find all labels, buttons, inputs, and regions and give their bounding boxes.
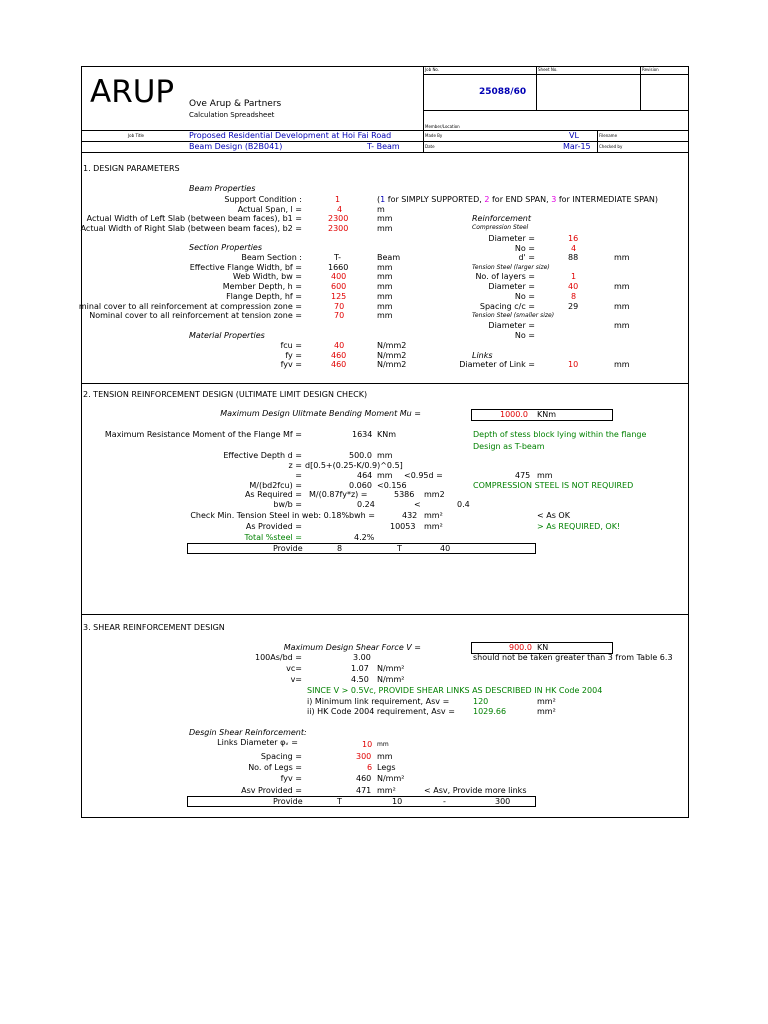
h-unit: mm [377, 282, 393, 291]
b2-value: 2300 [328, 224, 349, 233]
d-value: 500.0 [349, 451, 372, 460]
header-hline-2 [423, 110, 689, 111]
provide-tension-dia: 40 [440, 544, 451, 553]
k-value: 0.060 [349, 481, 372, 490]
material-properties-heading: Material Properties [189, 331, 265, 340]
support-note-t2: for END SPAN, [489, 195, 552, 204]
bf-unit: mm [377, 263, 393, 272]
tens-spacing-label: Spacing c/c = [479, 302, 535, 311]
b1-label: Actual Width of Left Slab (between beam faces), b1 = [86, 214, 302, 223]
z-eq: = [295, 471, 302, 480]
company-name: Ove Arup & Partners [189, 99, 282, 109]
asv-provided-unit: mm² [377, 786, 396, 795]
min-link-value: 120 [473, 697, 489, 706]
min-steel-unit: mm² [424, 511, 443, 520]
support-value: 1 [335, 195, 341, 204]
provide-links-label: Provide [273, 797, 303, 806]
provide-links-t: T [337, 797, 342, 806]
b1-value: 2300 [328, 214, 349, 223]
section-3-title: 3. SHEAR REINFORCEMENT DESIGN [83, 623, 225, 632]
support-note-2: 2 [484, 195, 490, 204]
cover-tension-label: Nominal cover to all reinforcement at tension zone = [89, 311, 302, 320]
k-compare: <0.156 [377, 481, 407, 490]
comp-diameter-value: 16 [568, 234, 579, 243]
bf-label: Effective Flange Width, bf = [189, 263, 302, 272]
provide-links-dash: - [443, 797, 446, 806]
z-value: 464 [357, 471, 373, 480]
hf-unit: mm [377, 292, 393, 301]
beam-title: Beam Design (B2B041) [189, 142, 283, 151]
asbd-label: 100As/bd = [254, 653, 302, 662]
min-steel-note: < As OK [537, 511, 570, 520]
bwb-limit: 0.4 [457, 500, 470, 509]
date: Mar-15 [563, 142, 591, 151]
min-steel-value: 432 [402, 511, 418, 520]
d-unit: mm [377, 451, 393, 460]
compression-note: COMPRESSION STEEL IS NOT REQUIRED [473, 481, 634, 490]
header-hline-1 [423, 74, 689, 75]
filename-label: Filename [599, 133, 618, 138]
asv-provided-label: Asv Provided = [241, 786, 302, 795]
as-provided-label: As Provided = [245, 522, 302, 531]
tens-diameter-label: Diameter = [488, 282, 535, 291]
vc-unit: N/mm² [377, 664, 405, 673]
cover-compression-value: 70 [334, 302, 345, 311]
checked-label: Checked by [599, 144, 623, 149]
revision-label: Revision [642, 67, 659, 72]
link-dia-unit: mm [377, 741, 389, 748]
fyv-shear-unit: N/mm² [377, 774, 405, 783]
legs-label: No. of Legs = [248, 763, 302, 772]
tens-no-value: 8 [571, 292, 577, 301]
v-value: 900.0 [509, 643, 532, 652]
z-label: z = [288, 461, 302, 470]
small-diameter-label: Diameter = [488, 321, 535, 330]
support-note-3: 3 [551, 195, 557, 204]
beam-section-unit: Beam [377, 253, 401, 262]
fcu-unit: N/mm2 [377, 341, 407, 350]
small-diameter-unit: mm [614, 321, 630, 330]
cover-tension-unit: mm [377, 311, 393, 320]
bw-unit: mm [377, 272, 393, 281]
date-label: Date [425, 144, 435, 149]
v-label: Maximum Design Shear Force V = [283, 643, 421, 652]
bwb-value: 0.24 [357, 500, 375, 509]
span-unit: m [377, 205, 385, 214]
h-value: 600 [331, 282, 347, 291]
hf-value: 125 [331, 292, 347, 301]
mu-label: Maximum Design Ulitmate Bending Moment Mu = [220, 409, 421, 418]
section-divider-1 [81, 383, 689, 384]
bw-value: 400 [331, 272, 347, 281]
legs-unit: Legs [377, 763, 396, 772]
provide-tension-box [187, 543, 536, 554]
vv-label: v= [290, 675, 302, 684]
tension-steel-small-heading: Tension Steel (smaller size) [472, 312, 555, 319]
tens-diameter-value: 40 [568, 282, 579, 291]
design-shear-heading: Desgin Shear Reinforcement: [189, 728, 307, 737]
comp-no-label: No = [514, 244, 535, 253]
b2-unit: mm [377, 224, 393, 233]
vv-unit: N/mm² [377, 675, 405, 684]
link-diameter-label: Diameter of Link = [459, 360, 535, 369]
b2-label: Actual Width of Right Slab (between beam faces), b2 = [80, 224, 302, 233]
fy-label: fy = [285, 351, 302, 360]
layers-label: No. of layers = [475, 272, 535, 281]
header-vline-mid [423, 130, 424, 152]
mu-unit: KNm [537, 410, 557, 419]
fy-value: 460 [331, 351, 347, 360]
job-no-label: Job No. [425, 67, 440, 72]
span-value: 4 [337, 205, 343, 214]
asbd-value: 3.00 [353, 653, 371, 662]
spacing-unit: mm [377, 752, 393, 761]
as-required-value: 5386 [394, 490, 415, 499]
z-095d-unit: mm [537, 471, 553, 480]
member-label: Member/Location [425, 124, 460, 129]
support-label: Support Condition : [224, 195, 302, 204]
support-note [377, 195, 658, 204]
flange-note: Depth of stess block lying within the flange [473, 430, 647, 439]
hf-label: Flange Depth, hf = [226, 292, 302, 301]
tension-steel-large-heading: Tension Steel (larger size) [472, 264, 550, 271]
provide-links-dia: 10 [392, 797, 403, 806]
cover-compression-label: minal cover to all reinforcement at compression zone = [78, 302, 302, 311]
calc-subtitle: Calculation Spreadsheet [189, 111, 275, 119]
fyv-shear-value: 460 [356, 774, 372, 783]
header-vline-sheet [536, 66, 537, 110]
header-hline-5 [81, 152, 689, 153]
beam-properties-heading: Beam Properties [189, 184, 256, 193]
mu-value: 1000.0 [500, 410, 528, 419]
total-steel-value: 4.2% [354, 533, 375, 542]
link-diameter-unit: mm [614, 360, 630, 369]
spacing-value: 300 [356, 752, 372, 761]
link-dia-label: Links Diameter φᵥ = [217, 738, 298, 747]
vc-value: 1.07 [351, 664, 369, 673]
as-provided-unit: mm² [424, 522, 443, 531]
z-unit: mm [377, 471, 393, 480]
arup-logo: ARUP [90, 74, 175, 110]
as-required-unit: mm2 [424, 490, 445, 499]
span-label: Actual Span, l = [237, 205, 302, 214]
mf-label: Maximum Resistance Moment of the Flange Mf = [104, 430, 302, 439]
comp-diameter-label: Diameter = [488, 234, 535, 243]
total-steel-label: Total %steel = [244, 533, 302, 542]
fcu-label: fcu = [280, 341, 302, 350]
link-dia-value: 10 [362, 740, 373, 749]
h-label: Member Depth, h = [222, 282, 302, 291]
fy-unit: N/mm2 [377, 351, 407, 360]
fyv-value: 460 [331, 360, 347, 369]
shear-links-note: SINCE V > 0.5Vc, PROVIDE SHEAR LINKS AS DESCRIBED IN HK Code 2004 [307, 686, 603, 695]
layers-value: 1 [571, 272, 577, 281]
min-link-unit: mm² [537, 697, 556, 706]
provide-tension-no: 8 [337, 544, 343, 553]
section-divider-2 [81, 614, 689, 615]
section-1-title: 1. DESIGN PARAMETERS [83, 164, 180, 173]
provide-links-box [187, 796, 536, 807]
tbeam-note: Design as T-beam [473, 442, 545, 451]
beam-section-label: Beam Section : [241, 253, 302, 262]
as-provided-value: 10053 [390, 522, 416, 531]
tens-spacing-unit: mm [614, 302, 630, 311]
compression-steel-heading: Compression Steel [472, 224, 529, 231]
beam-section-value: T- [334, 253, 342, 262]
mf-value: 1634 [352, 430, 373, 439]
section-properties-heading: Section Properties [189, 243, 263, 252]
header-vline-right [597, 130, 598, 152]
tens-spacing-value: 29 [568, 302, 579, 311]
tens-no-label: No = [514, 292, 535, 301]
fyv-label: fyv = [280, 360, 302, 369]
asv-provided-note: < Asv, Provide more links [424, 786, 527, 795]
comp-dprime-value: 88 [568, 253, 579, 262]
provide-tension-label: Provide [273, 544, 303, 553]
link-diameter-value: 10 [568, 360, 579, 369]
z-formula: d[0.5+(0.25-K/0.9)^0.5] [305, 461, 403, 470]
small-no-label: No = [514, 331, 535, 340]
as-required-formula: M/(0.87fy*z) = [309, 490, 368, 499]
as-required-label: As Required = [244, 490, 302, 499]
d-label: Effective Depth d = [223, 451, 302, 460]
mf-unit: KNm [377, 430, 397, 439]
spacing-label: Spacing = [260, 752, 302, 761]
job-title: Proposed Residential Development at Hoi Fai Road [189, 131, 392, 140]
reinforcement-heading: Reinforcement [472, 214, 532, 223]
z-compare: <0.95d = [404, 471, 443, 480]
as-provided-note: > As REQUIRED, OK! [537, 522, 621, 531]
job-number: 25088/60 [479, 87, 527, 97]
comp-no-value: 4 [571, 244, 577, 253]
provide-tension-t: T [397, 544, 402, 553]
header-vline-rev [640, 66, 641, 110]
sheet-no-label: Sheet No. [538, 67, 558, 72]
job-title-label: Job Title [128, 133, 145, 138]
asv-provided-value: 471 [356, 786, 372, 795]
made-by: VL [569, 131, 579, 140]
vc-label: vc= [286, 664, 302, 673]
bw-label: Web Width, bw = [232, 272, 302, 281]
hk-code-unit: mm² [537, 707, 556, 716]
support-note-t1: for SIMPLY SUPPORTED, [385, 195, 485, 204]
support-note-open: ( [377, 195, 381, 204]
section-2-title: 2. TENSION REINFORCEMENT DESIGN (ULTIMATE LIMIT DESIGN CHECK) [83, 390, 368, 399]
made-by-label: Made By [425, 133, 443, 138]
support-note-t3: for INTERMEDIATE SPAN) [556, 195, 659, 204]
vv-value: 4.50 [351, 675, 369, 684]
b1-unit: mm [377, 214, 393, 223]
bf-value: 1660 [328, 263, 349, 272]
header-vline-left [423, 66, 424, 130]
support-note-1: 1 [380, 195, 386, 204]
fcu-value: 40 [334, 341, 345, 350]
bwb-compare: < [414, 500, 421, 509]
comp-dprime-label: d' = [518, 253, 535, 262]
beam-type: T- Beam [367, 142, 400, 151]
comp-dprime-unit: mm [614, 253, 630, 262]
v-unit: KN [537, 643, 549, 652]
tens-diameter-unit: mm [614, 282, 630, 291]
hk-code-value: 1029.66 [473, 707, 507, 716]
bwb-label: bw/b = [273, 500, 302, 509]
min-steel-label: Check Min. Tension Steel in web: 0.18%bwh = [190, 511, 375, 520]
k-label: M/(bd2fcu) = [249, 481, 302, 490]
min-link-label: i) Minimum link requirement, Asv = [307, 697, 450, 706]
fyv-unit: N/mm2 [377, 360, 407, 369]
fyv-shear-label: fyv = [280, 774, 302, 783]
z-095d-value: 475 [515, 471, 531, 480]
links-heading: Links [472, 351, 493, 360]
legs-value: 6 [367, 763, 373, 772]
hk-code-label: ii) HK Code 2004 requirement, Asv = [307, 707, 455, 716]
asbd-note: should not be taken greater than 3 from Table 6.3 [473, 653, 673, 662]
provide-links-spacing: 300 [495, 797, 511, 806]
cover-compression-unit: mm [377, 302, 393, 311]
cover-tension-value: 70 [334, 311, 345, 320]
